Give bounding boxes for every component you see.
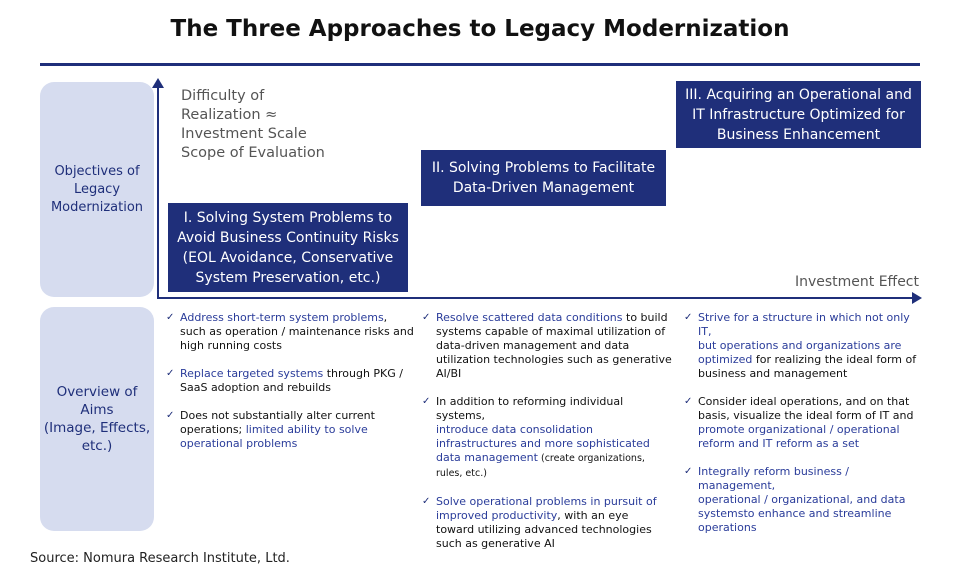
objectives-label-text: Objectives of Legacy Modernization [50, 163, 144, 215]
aim-text: basis, visualize the ideal form of IT and [698, 409, 914, 422]
aims-column-3 [684, 311, 924, 549]
aim-item [166, 367, 416, 395]
aim-text: operations; [180, 423, 246, 436]
check-icon: ✓ [422, 396, 431, 407]
aim-item [422, 395, 672, 481]
aim-text: to build [622, 311, 668, 324]
check-icon: ✓ [684, 312, 693, 323]
approach-box-1 [168, 203, 408, 292]
x-axis-line [157, 297, 914, 299]
aim-highlight-text: Integrally reform business / management, [698, 465, 849, 492]
objectives-row-label [40, 82, 154, 297]
aim-text: , with an eye [557, 509, 629, 522]
aim-text: high running costs [180, 339, 282, 352]
approach-box-2 [421, 150, 666, 206]
x-axis-label: Investment Effect [794, 274, 919, 290]
aim-note-text: (create organizations, [537, 453, 645, 464]
aim-highlight-text: but operations and organizations are [698, 339, 902, 352]
aim-item [422, 495, 672, 551]
x-axis-arrow-icon [912, 292, 922, 304]
aim-item [166, 311, 416, 353]
aim-highlight-text: improved productivity [436, 509, 558, 522]
aim-text: business and management [698, 367, 848, 380]
page-title: The Three Approaches to Legacy Modernization [170, 16, 790, 42]
aim-highlight-text: data management [436, 451, 538, 464]
aims-label-text: Overview of Aims (Image, Effects, etc.) [43, 384, 151, 454]
aim-text: such as generative AI [436, 537, 555, 550]
y-axis-line [157, 86, 159, 298]
aim-text: toward utilizing advanced technologies [436, 523, 652, 536]
approach-1-label: I. Solving System Problems to Avoid Business Continuity Risks (EOL Avoidance, Conservative System Preservation, etc.) [177, 209, 399, 286]
approach-box-3 [676, 81, 921, 148]
aim-text: , [383, 311, 388, 324]
check-icon: ✓ [166, 368, 175, 379]
approach-2-label: II. Solving Problems to Facilitate Data-Driven Management [431, 160, 656, 196]
y-axis-arrow-icon [152, 78, 164, 88]
aim-item [684, 465, 924, 535]
check-icon: ✓ [684, 396, 693, 407]
aim-text: systems capable of maximal utilization of [436, 325, 666, 338]
aim-highlight-text: promote organizational / operational [698, 423, 900, 436]
check-icon: ✓ [684, 466, 693, 477]
approach-3-label: III. Acquiring an Operational and IT Infrastructure Optimized for Business Enhancement [685, 86, 912, 143]
aim-highlight-text: Replace targeted systems [180, 367, 324, 380]
check-icon: ✓ [166, 312, 175, 323]
aim-text: utilization technologies such as generative [436, 353, 672, 366]
aim-highlight-text: Solve operational problems in pursuit of [436, 495, 657, 508]
aim-text: Does not substantially alter current [180, 409, 375, 422]
aim-highlight-text: systemsto enhance and streamline [698, 507, 892, 520]
aim-text: through PKG / [323, 367, 403, 380]
aim-text: SaaS adoption and rebuilds [180, 381, 331, 394]
y-axis-label: Difficulty of Realization ≈ Investment Scale Scope of Evaluation [181, 88, 325, 161]
aim-text: AI/BI [436, 367, 462, 380]
check-icon: ✓ [422, 312, 431, 323]
aim-highlight-text: operational / organizational, and data [698, 493, 906, 506]
aim-highlight-text: optimized [698, 353, 753, 366]
aim-text: In addition to reforming individual systems, [436, 395, 624, 422]
aim-text: data-driven management and data [436, 339, 630, 352]
aim-text: for realizing the ideal form of [752, 353, 917, 366]
aim-item [166, 409, 416, 451]
aims-row-label [40, 307, 154, 531]
check-icon: ✓ [166, 410, 175, 421]
title-divider [40, 63, 920, 66]
aim-highlight-text: limited ability to solve [245, 423, 368, 436]
aim-highlight-text: operational problems [180, 437, 298, 450]
aims-column-1 [166, 311, 416, 465]
aim-text: Consider ideal operations, and on that [698, 395, 910, 408]
aim-highlight-text: Strive for a structure in which not only IT, [698, 311, 910, 338]
aim-highlight-text: introduce data consolidation [436, 423, 594, 436]
check-icon: ✓ [422, 496, 431, 507]
aim-item [422, 311, 672, 381]
aim-highlight-text: infrastructures and more sophisticated [436, 437, 650, 450]
aim-note-text: rules, etc.) [436, 468, 487, 479]
aim-item [684, 311, 924, 381]
aim-highlight-text: reform and IT reform as a set [698, 437, 860, 450]
aim-text: such as operation / maintenance risks and [180, 325, 414, 338]
aim-highlight-text: Resolve scattered data conditions [436, 311, 623, 324]
aim-highlight-text: Address short-term system problems [180, 311, 384, 324]
aim-highlight-text: operations [698, 521, 757, 534]
aims-column-2 [422, 311, 672, 565]
aim-item [684, 395, 924, 451]
source-note: Source: Nomura Research Institute, Ltd. [30, 551, 290, 566]
